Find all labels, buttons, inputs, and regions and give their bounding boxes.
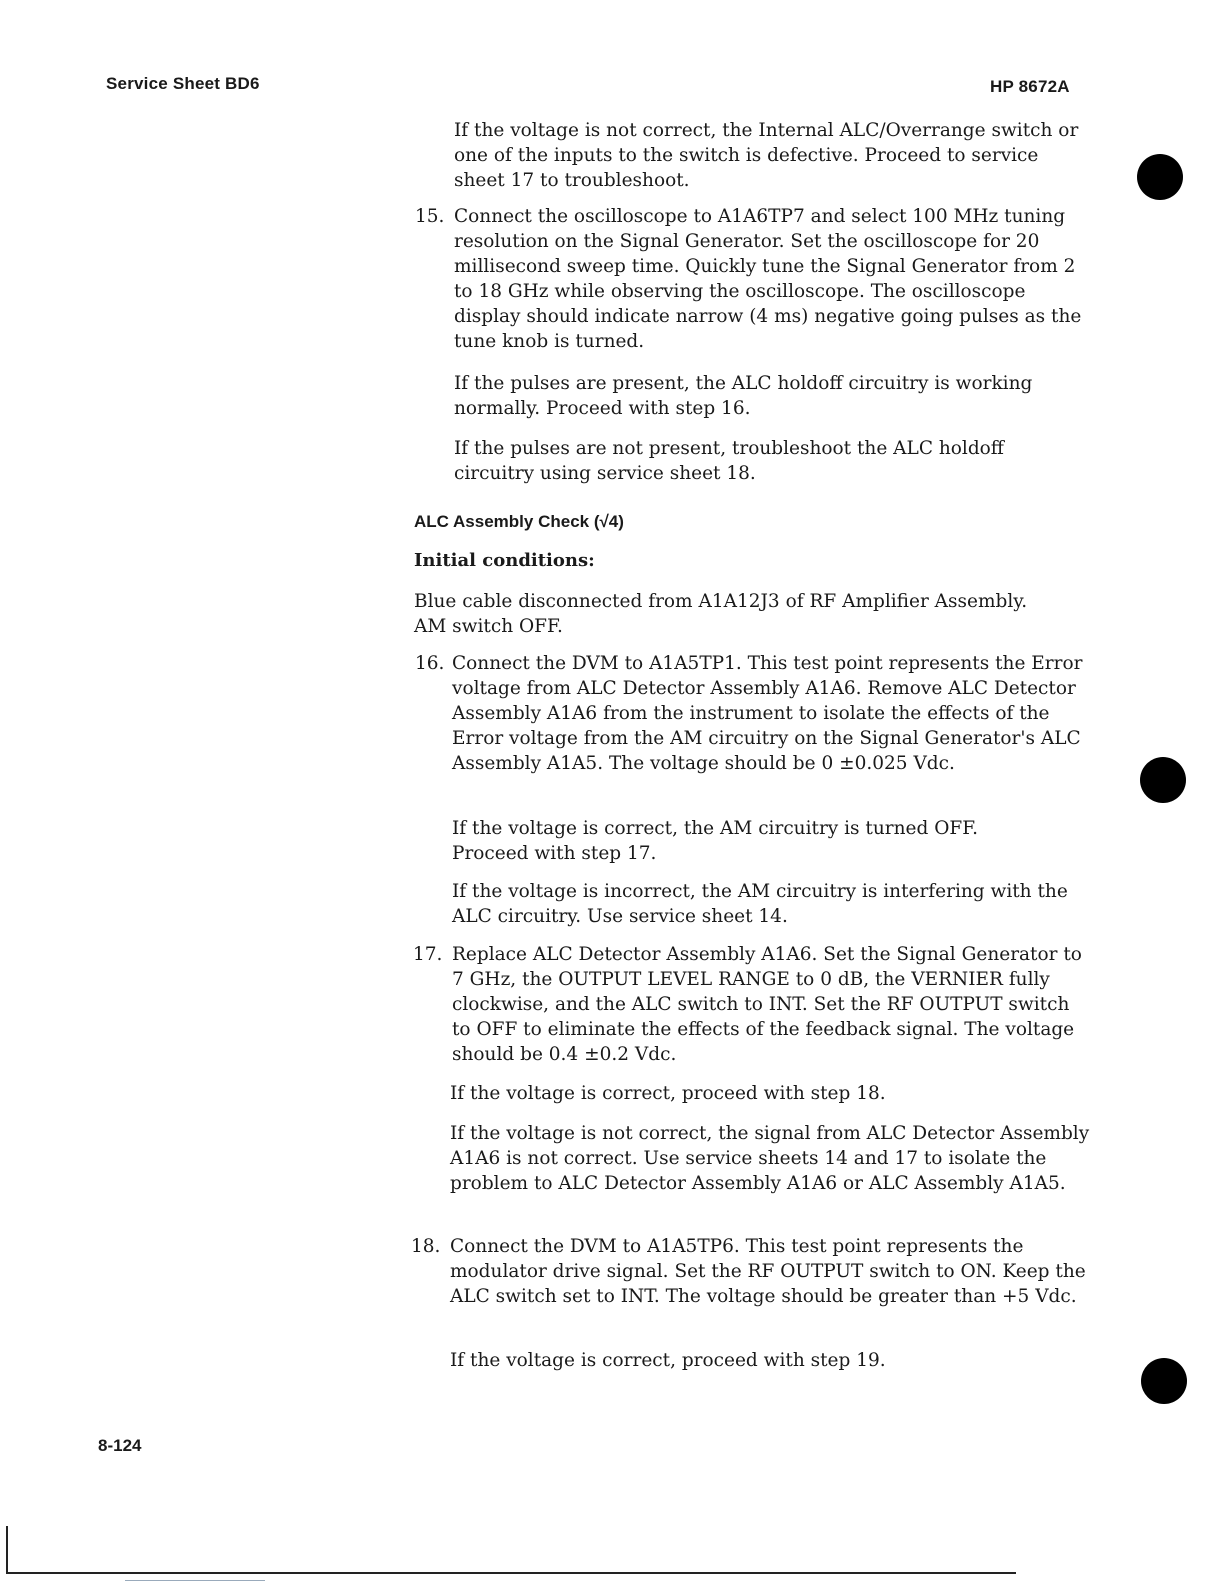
initial-conditions-label: Initial conditions: xyxy=(414,550,595,571)
initial-conditions-text: Blue cable disconnected from A1A12J3 of RF Amplifier Assembly. AM switch OFF. xyxy=(414,591,1028,637)
binder-hole-top xyxy=(1137,154,1183,200)
step-16-number: 16. xyxy=(415,653,445,674)
step-17-number: 17. xyxy=(413,944,443,965)
header-left-title: Service Sheet BD6 xyxy=(106,74,260,93)
binder-hole-middle xyxy=(1140,757,1186,803)
scan-edge-line xyxy=(6,1526,8,1574)
step-15-text: Connect the oscilloscope to A1A6TP7 and select 100 MHz tuning resolution on the Signal Generator. Set the oscilloscope for 20 millisecond sweep time. Quickly tune the Signal Generator from 2 to 18 GHz while observing the oscilloscope. The oscilloscope display should indicate narrow (4 ms) negative going pulses as the tune knob is turned. xyxy=(454,206,1082,352)
step-16-text: Connect the DVM to A1A5TP1. This test point represents the Error voltage from ALC Detector Assembly A1A6. Remove ALC Detector Assembly A1A6 from the instrument to isolate the effects of the Error voltage from the AM circuitry on the Signal Generator's ALC Assembly A1A5. The voltage should be 0 ±0.025 Vdc. xyxy=(452,653,1083,774)
step-18-number: 18. xyxy=(411,1236,441,1257)
step-17-sub-2: If the voltage is not correct, the signal from ALC Detector Assembly A1A6 is not correct. Use service sheets 14 and 17 to isolate the problem to ALC Detector Assembly A1A6 or ALC Assembly A1A5. xyxy=(450,1123,1090,1194)
intro-paragraph: If the voltage is not correct, the Internal ALC/Overrange switch or one of the inputs to the switch is defective. Proceed to service sheet 17 to troubleshoot. xyxy=(454,120,1079,191)
step-17-sub-1: If the voltage is correct, proceed with step 18. xyxy=(450,1083,886,1104)
step-17-text: Replace ALC Detector Assembly A1A6. Set the Signal Generator to 7 GHz, the OUTPUT LEVEL RANGE to 0 dB, the VERNIER fully clockwise, and the ALC switch to INT. Set the RF OUTPUT switch to OFF to eliminate the effects of the feedback signal. The voltage should be 0.4 ±0.2 Vdc. xyxy=(452,944,1082,1065)
step-15-number: 15. xyxy=(415,206,445,227)
step-18-sub-1: If the voltage is correct, proceed with step 19. xyxy=(450,1350,886,1371)
section-heading: ALC Assembly Check (√4) xyxy=(414,512,624,531)
step-16-sub-1: If the voltage is correct, the AM circuitry is turned OFF. Proceed with step 17. xyxy=(452,818,979,864)
header-right-model: HP 8672A xyxy=(990,77,1070,96)
step-18-text: Connect the DVM to A1A5TP6. This test point represents the modulator drive signal. Set the RF OUTPUT switch to ON. Keep the ALC switch set to INT. The voltage should be greater than +5 Vdc. xyxy=(450,1236,1086,1307)
bottom-rule xyxy=(6,1572,1016,1574)
step-15-sub-2: If the pulses are not present, troubleshoot the ALC holdoff circuitry using service sheet 18. xyxy=(454,438,1004,484)
step-16-sub-2: If the voltage is incorrect, the AM circuitry is interfering with the ALC circuitry. Use service sheet 14. xyxy=(452,881,1068,927)
page-number: 8-124 xyxy=(98,1436,142,1455)
step-15-sub-1: If the pulses are present, the ALC holdoff circuitry is working normally. Proceed with step 16. xyxy=(454,373,1033,419)
bottom-underline xyxy=(125,1580,265,1581)
binder-hole-bottom xyxy=(1141,1358,1187,1404)
